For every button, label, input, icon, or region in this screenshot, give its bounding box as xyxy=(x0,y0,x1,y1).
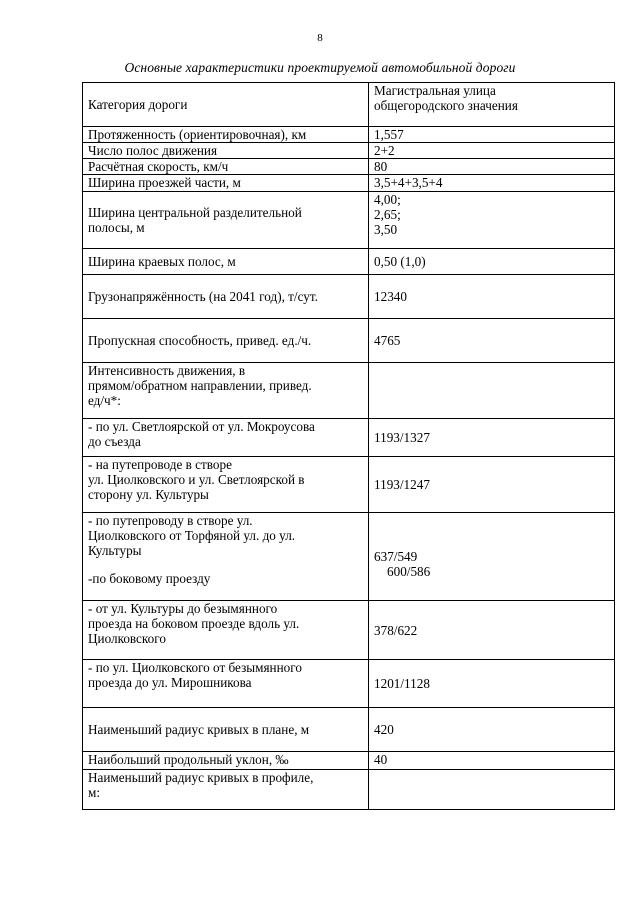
row-label: Категория дороги xyxy=(83,83,369,127)
row-label: - по путепроводу в створе ул. Циолковского от Торфяной ул. до ул. Культуры xyxy=(88,513,296,558)
row-value: 2+2 xyxy=(369,143,615,159)
row-label: - по ул. Светлоярской от ул. Мокроусова до съезда xyxy=(83,419,369,457)
row-label: Наименьший радиус кривых в профиле, м: xyxy=(83,770,369,810)
row-value: 1201/1128 xyxy=(369,660,615,708)
row-label: Ширина проезжей части, м xyxy=(83,175,369,192)
row-value: 4765 xyxy=(369,319,615,363)
row-value: Магистральная улица общегородского значения xyxy=(369,83,615,127)
row-value: 420 xyxy=(369,708,615,752)
table-row xyxy=(83,363,615,419)
row-value xyxy=(369,770,615,810)
table-row xyxy=(83,249,615,275)
table-caption: Основные характеристики проектируемой автомобильной дороги xyxy=(124,60,516,75)
row-value: 80 xyxy=(369,159,615,175)
table-row xyxy=(83,419,615,457)
row-value: 1193/1247 xyxy=(369,457,615,513)
row-label: - по ул. Циолковского от безымянного проезда до ул. Мирошникова xyxy=(83,660,369,708)
row-label: Число полос движения xyxy=(83,143,369,159)
row-label: Грузонапряжённость (на 2041 год), т/сут. xyxy=(83,275,369,319)
table-row xyxy=(83,83,615,127)
table-row xyxy=(83,513,615,601)
row-value xyxy=(369,363,615,419)
row-value: 637/549 xyxy=(374,548,418,564)
row-label: Ширина центральной разделительной полосы, м xyxy=(83,192,369,249)
row-label: Наименьший радиус кривых в плане, м xyxy=(83,708,369,752)
table-row xyxy=(83,143,615,159)
row-subvalue: 600/586 xyxy=(387,563,431,579)
table-row xyxy=(83,192,615,249)
table-row xyxy=(83,319,615,363)
table-row xyxy=(83,660,615,708)
table-row xyxy=(83,127,615,143)
row-value: 1,557 xyxy=(369,127,615,143)
table-row xyxy=(83,752,615,770)
row-label: Интенсивность движения, в прямом/обратном направлении, привед. ед/ч*: xyxy=(83,363,369,419)
row-value: 12340 xyxy=(369,275,615,319)
row-label: Наибольший продольный уклон, ‰ xyxy=(83,752,369,770)
table-row xyxy=(83,601,615,660)
row-value: 3,5+4+3,5+4 xyxy=(369,175,615,192)
table-row xyxy=(83,159,615,175)
row-value: 0,50 (1,0) xyxy=(369,249,615,275)
row-label: - на путепроводе в створе ул. Циолковского и ул. Светлоярской в сторону ул. Культуры xyxy=(83,457,369,513)
row-value: 1193/1327 xyxy=(369,419,615,457)
table-row xyxy=(83,708,615,752)
table-row xyxy=(83,275,615,319)
characteristics-table xyxy=(82,82,615,810)
row-label: Пропускная способность, привед. ед./ч. xyxy=(83,319,369,363)
row-value-group xyxy=(369,513,615,601)
row-value: 40 xyxy=(369,752,615,770)
page-number: 8 xyxy=(317,32,323,44)
row-label-group xyxy=(83,513,369,601)
row-label: Протяженность (ориентировочная), км xyxy=(83,127,369,143)
row-label: - от ул. Культуры до безымянного проезда на боковом проезде вдоль ул. Циолковского xyxy=(83,601,369,660)
row-value: 4,00; 2,65; 3,50 xyxy=(369,192,615,249)
row-label: Ширина краевых полос, м xyxy=(83,249,369,275)
row-value: 378/622 xyxy=(369,601,615,660)
row-sublabel: -по боковому проезду xyxy=(88,571,211,586)
table-row xyxy=(83,457,615,513)
row-label: Расчётная скорость, км/ч xyxy=(83,159,369,175)
table-row xyxy=(83,770,615,810)
table-row xyxy=(83,175,615,192)
